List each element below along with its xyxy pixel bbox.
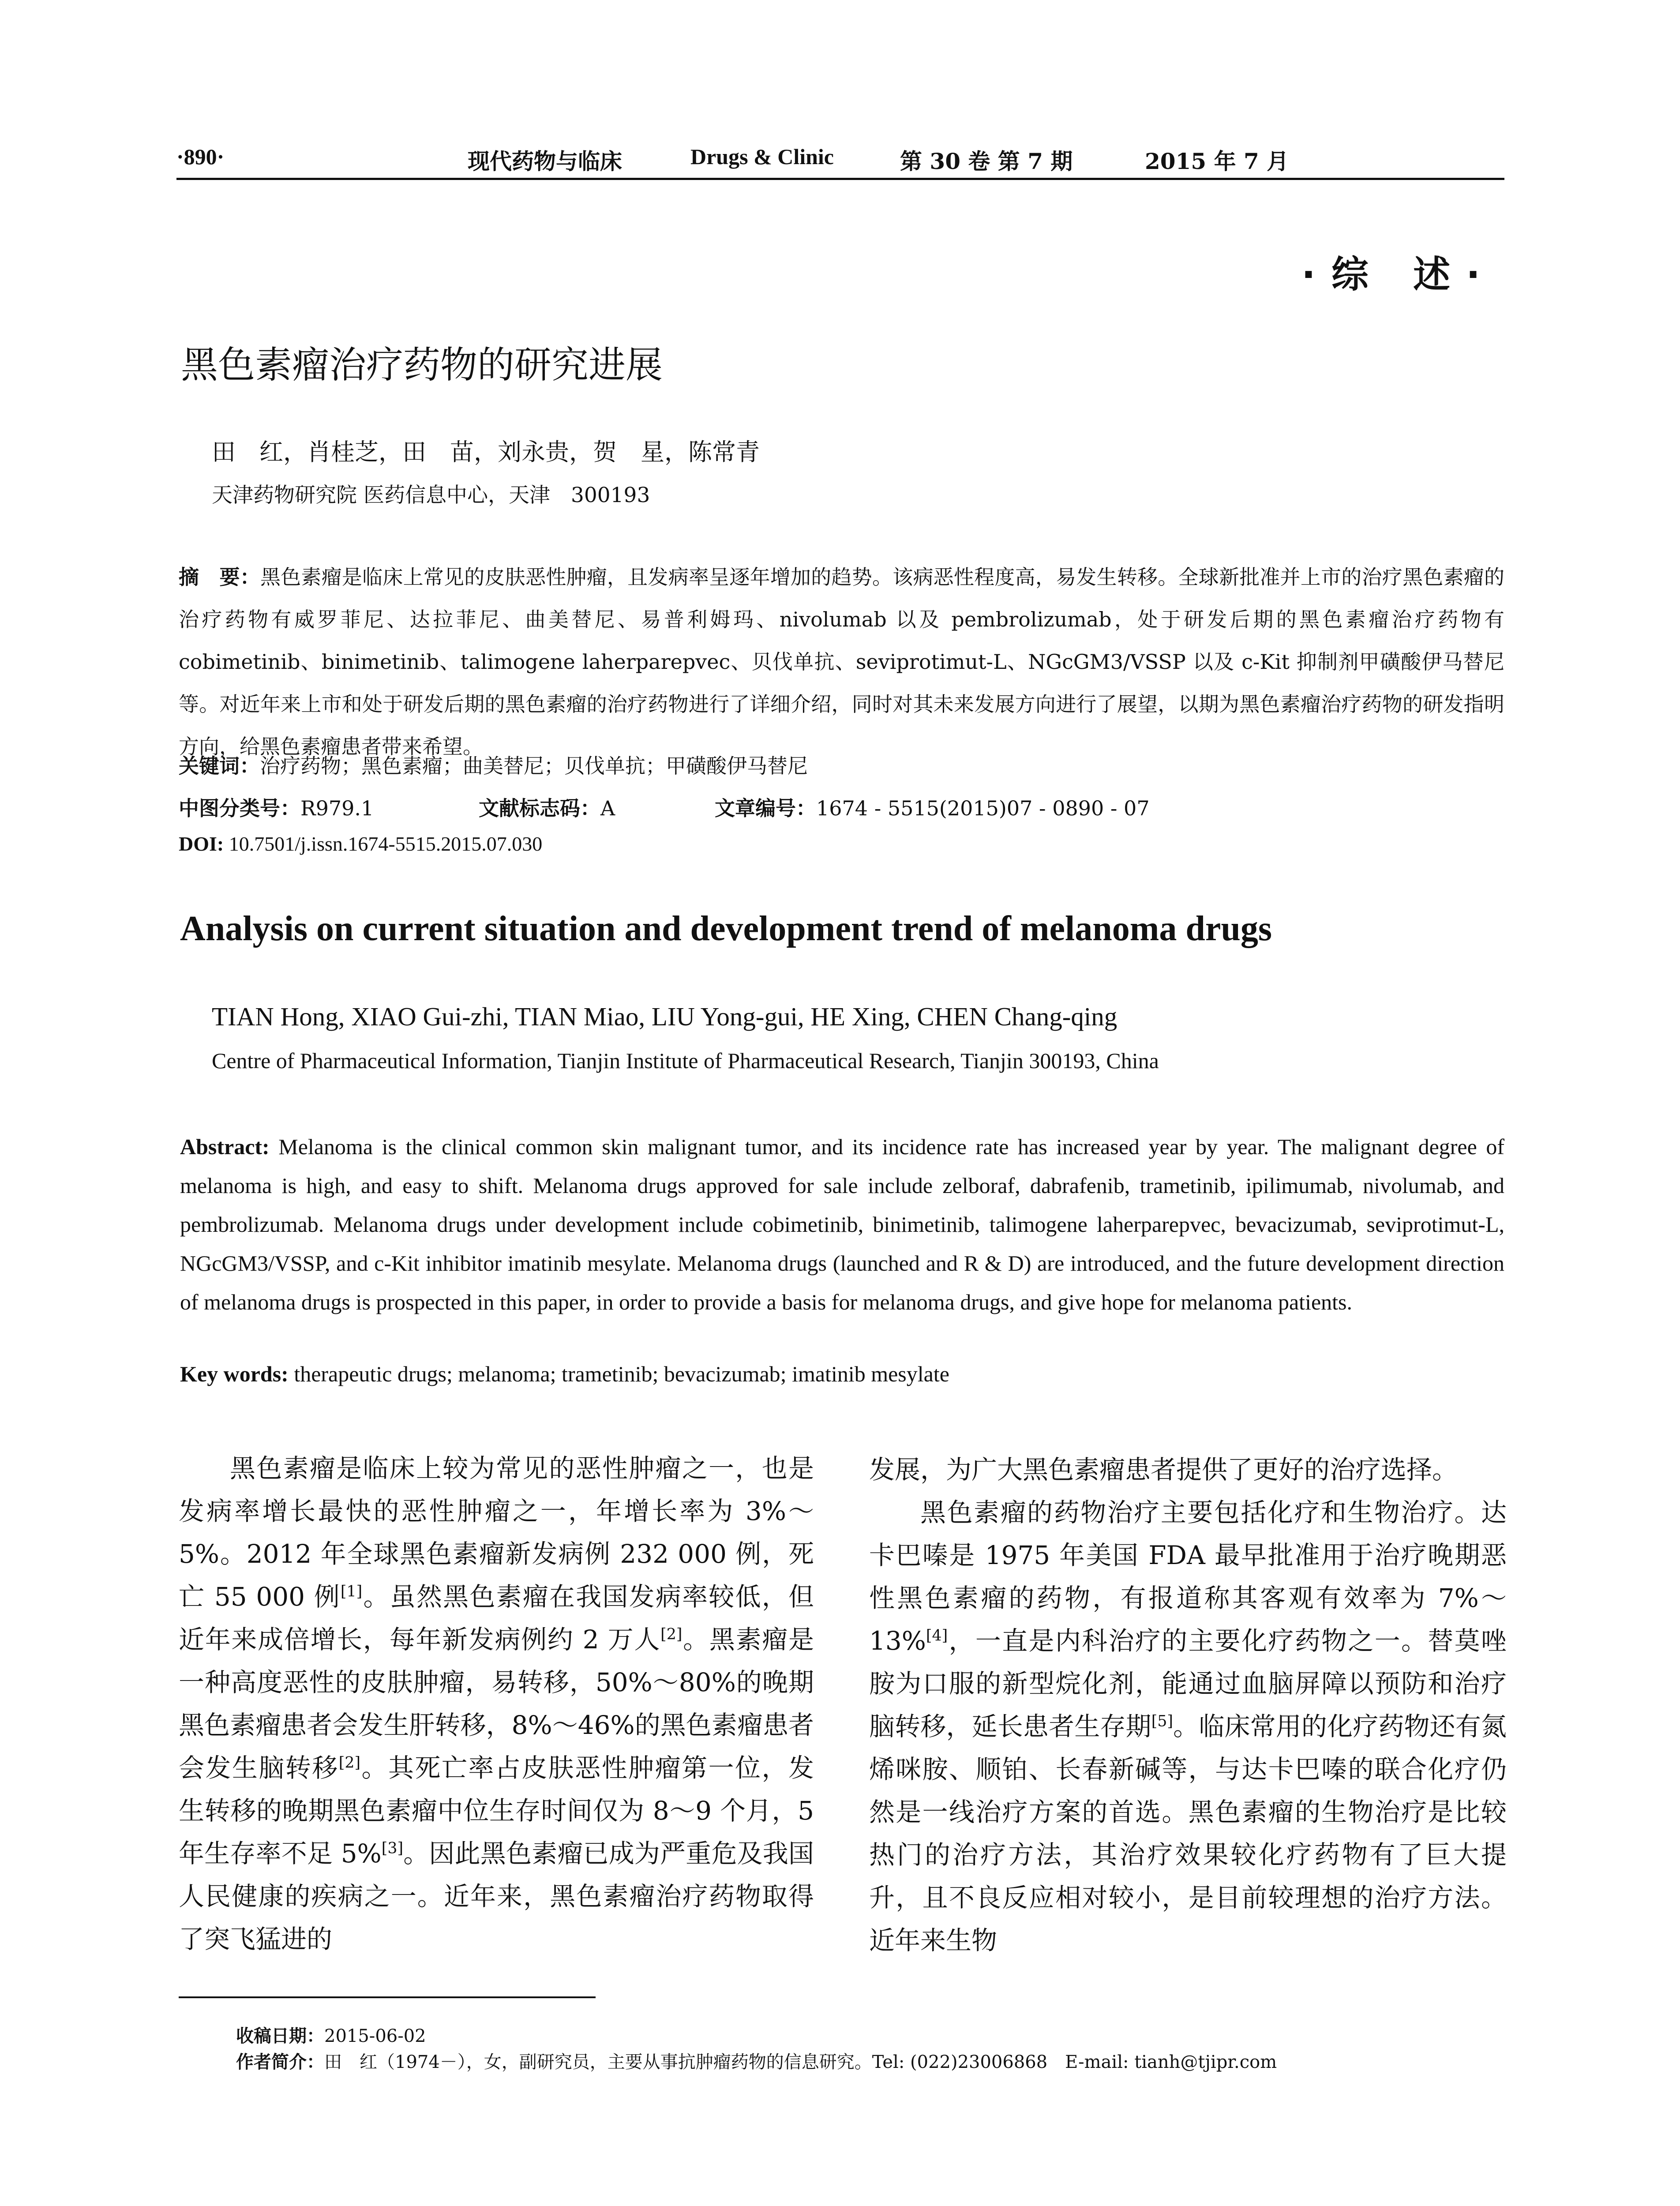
author-bio-label: 作者简介： bbox=[236, 2052, 324, 2072]
affiliation-zh: 天津药物研究院 医药信息中心，天津 300193 bbox=[212, 483, 650, 507]
keywords-en-text: therapeutic drugs; melanoma; trametinib; bevacizumab; imatinib mesylate bbox=[288, 1362, 949, 1386]
doc-code-label: 文献标志码： bbox=[479, 796, 600, 820]
body-column-right bbox=[869, 1448, 1507, 1962]
citation: [2] bbox=[660, 1625, 682, 1643]
affiliation-en: Centre of Pharmaceutical Information, Tianjin Institute of Pharmaceutical Research, Tianjin 300193, China bbox=[212, 1048, 1159, 1073]
doc-code-value: A bbox=[600, 796, 615, 820]
journal-name-zh: 现代药物与临床 bbox=[468, 148, 622, 174]
body-paragraph-1-continued: 发展，为广大黑色素瘤患者提供了更好的治疗选择。 bbox=[869, 1455, 1458, 1485]
footnote-rule bbox=[179, 1996, 596, 1998]
clc-value: R979.1 bbox=[300, 796, 374, 820]
authors-en: TIAN Hong, XIAO Gui-zhi, TIAN Miao, LIU Yong-gui, HE Xing, CHEN Chang-qing bbox=[212, 1002, 1118, 1031]
abstract-zh-label: 摘 要： bbox=[179, 565, 260, 589]
body-column-left bbox=[179, 1447, 814, 1961]
received-date: 2015-06-02 bbox=[324, 2026, 426, 2046]
keywords-zh bbox=[179, 750, 808, 779]
keywords-en-label: Key words: bbox=[180, 1362, 289, 1386]
body-paragraph-1: 黑色素瘤是临床上较为常见的恶性肿瘤之一，也是发病率增长最快的恶性肿瘤之一，年增长率为 3%～5%。2012 年全球黑色素瘤新发病例 232 000 例，死亡 55 000 例[1]。虽然黑色素瘤在我国发病率较低，但近年来成倍增长，每年新发病例约 2 万人[2]。黑素瘤是一种高度恶性的皮肤肿瘤，易转移，50%～80%的晚期黑色素瘤患者会发生肝转移，8%～46%的黑色素瘤患者会发生脑转移[2]。其死亡率占皮肤恶性肿瘤第一位，发生转移的晚期黑色素瘤中位生存时间仅为 8～9 个月，5 年生存率不足 5%[3]。因此黑色素瘤已成为严重危及我国人民健康的疾病之一。近年来，黑色素瘤治疗药物取得了突飞猛进的 bbox=[179, 1453, 814, 1954]
doi bbox=[179, 832, 542, 855]
citation: [2] bbox=[338, 1754, 361, 1772]
clc-label: 中图分类号： bbox=[179, 796, 300, 820]
footnote-received bbox=[236, 2022, 426, 2047]
citation: [5] bbox=[1151, 1712, 1173, 1730]
volume-issue: 第 30 卷 第 7 期 bbox=[900, 148, 1073, 174]
journal-name-en: Drugs & Clinic bbox=[690, 144, 834, 169]
issue-date: 2015 年 7 月 bbox=[1145, 148, 1289, 174]
citation: [1] bbox=[340, 1583, 363, 1601]
abstract-zh-text: 黑色素瘤是临床上常见的皮肤恶性肿瘤，且发病率呈逐年增加的趋势。该病恶性程度高，易发生转移。全球新批准并上市的治疗黑色素瘤的治疗药物有威罗菲尼、达拉菲尼、曲美替尼、易普利姆玛、nivolumab 以及 pembrolizumab，处于研发后期的黑色素瘤治疗药物有 cobimetinib、binimetinib、talimogene laherparepvec、贝伐单抗、seviprotimut-L、NGcGM3/VSSP 以及 c-Kit 抑制剂甲磺酸伊马替尼等。对近年来上市和处于研发后期的黑色素瘤的治疗药物进行了详细介绍，同时对其未来发展方向进行了展望，以期为黑色素瘤治疗药物的研发指明方向，给黑色素瘤患者带来希望。 bbox=[179, 565, 1504, 758]
header-rule bbox=[176, 178, 1504, 180]
keywords-en bbox=[180, 1361, 949, 1387]
author-bio: 田 红（1974－），女，副研究员，主要从事抗肿瘤药物的信息研究。Tel: (022)23006868 E-mail: tianh@tjipr.com bbox=[324, 2052, 1277, 2072]
doi-label: DOI: bbox=[179, 833, 224, 855]
keywords-zh-text: 治疗药物；黑色素瘤；曲美替尼；贝伐单抗；甲磺酸伊马替尼 bbox=[260, 754, 808, 778]
classification-line bbox=[179, 792, 1504, 823]
abstract-zh bbox=[179, 556, 1504, 768]
received-label: 收稿日期： bbox=[236, 2026, 324, 2046]
page-number: ·890· bbox=[176, 144, 225, 169]
body-paragraph-2: 黑色素瘤的药物治疗主要包括化疗和生物治疗。达卡巴嗪是 1975 年美国 FDA 最早批准用于治疗晚期恶性黑色素瘤的药物，有报道称其客观有效率为 7%～13%[4]，一直是内科治疗的主要化疗药物之一。替莫唑胺为口服的新型烷化剂，能通过血脑屏障以预防和治疗脑转移，延长患者生存期[5]。临床常用的化疗药物还有氮烯咪胺、顺铂、长春新碱等，与达卡巴嗪的联合化疗仍然是一线治疗方案的首选。黑色素瘤的生物治疗是比较热门的治疗方法，其治疗效果较化疗药物有了巨大提升，且不良反应相对较小，是目前较理想的治疗方法。近年来生物 bbox=[869, 1497, 1507, 1955]
article-number-value: 1674 - 5515(2015)07 - 0890 - 07 bbox=[816, 796, 1150, 820]
keywords-zh-label: 关键词： bbox=[179, 754, 260, 778]
abstract-en bbox=[180, 1127, 1504, 1321]
citation: [4] bbox=[926, 1627, 948, 1645]
title-en: Analysis on current situation and development trend of melanoma drugs bbox=[180, 909, 1272, 948]
article-number-label: 文章编号： bbox=[715, 796, 816, 820]
authors-zh: 田 红，肖桂芝，田 苗，刘永贵，贺 星，陈常青 bbox=[212, 438, 760, 466]
doi-value: 10.7501/j.issn.1674-5515.2015.07.030 bbox=[224, 833, 543, 855]
citation: [3] bbox=[381, 1839, 404, 1857]
abstract-en-label: Abstract: bbox=[180, 1134, 270, 1159]
running-header bbox=[176, 140, 1504, 180]
title-zh: 黑色素瘤治疗药物的研究进展 bbox=[181, 343, 663, 386]
abstract-en-text: Melanoma is the clinical common skin malignant tumor, and its incidence rate has increased year by year. The malignant degree of melanoma is high, and easy to shift. Melanoma drugs approved for sale include zelboraf, dabrafenib, trametinib, ipilimumab, nivolumab, and pembrolizumab. Melanoma drugs under development include cobimetinib, binimetinib, talimogene laherparepvec, bevacizumab, seviprotimut-L, NGcGM3/VSSP, and c-Kit inhibitor imatinib mesylate. Melanoma drugs (launched and R & D) are introduced, and the future development direction of melanoma drugs is prospected in this paper, in order to provide a basis for melanoma drugs, and give hope for melanoma patients. bbox=[180, 1134, 1504, 1314]
section-label: ·综 述· bbox=[1301, 253, 1496, 296]
footnote-author bbox=[236, 2048, 1277, 2073]
